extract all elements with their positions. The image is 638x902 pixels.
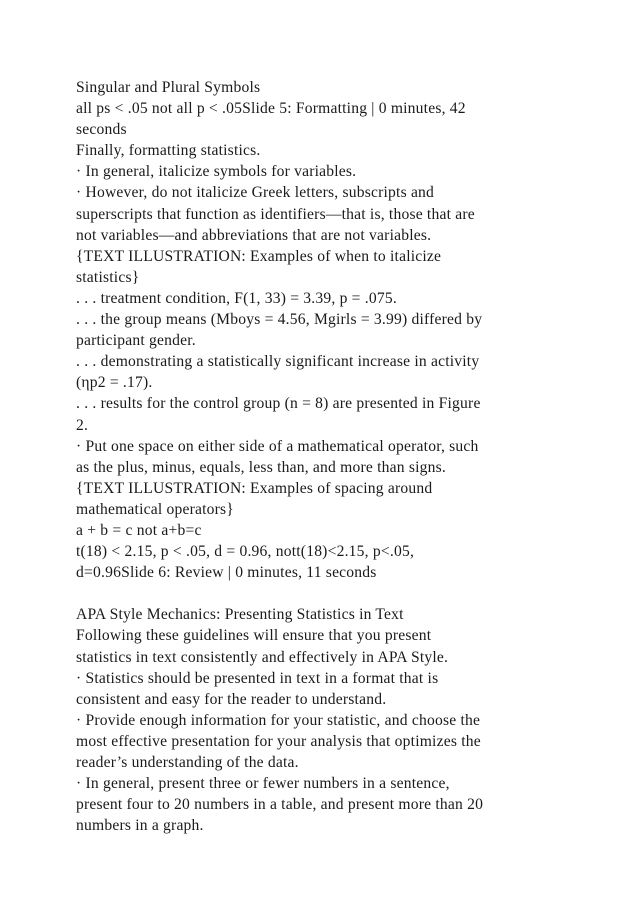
example-line: 2. xyxy=(76,416,89,434)
example-line: . . . demonstrating a statistically significant increase in activity xyxy=(76,353,480,371)
text-line: statistics in text consistently and effectively in APA Style. xyxy=(76,648,449,666)
bullet-line: · In general, present three or fewer numbers in a sentence, xyxy=(76,775,450,793)
text-line: as the plus, minus, equals, less than, and more than signs. xyxy=(76,458,446,476)
bullet-line: · However, do not italicize Greek letters, subscripts and xyxy=(76,184,435,202)
text-line: not variables—and abbreviations that are not variables. xyxy=(76,226,432,244)
document-page xyxy=(76,77,566,836)
heading-singular-plural-symbols: Singular and Plural Symbols xyxy=(76,79,261,96)
text-illustration-label: mathematical operators} xyxy=(76,500,234,518)
example-line: d=0.96Slide 6: Review | 0 minutes, 11 seconds xyxy=(76,564,377,582)
example-line: a + b = c not a+b=c xyxy=(76,521,202,539)
text-line: consistent and easy for the reader to understand. xyxy=(76,690,387,708)
blank-line xyxy=(76,583,566,604)
example-line: . . . the group means (Mboys = 4.56, Mgirls = 3.99) differed by xyxy=(76,311,483,329)
text-illustration-label: {TEXT ILLUSTRATION: Examples of when to italicize xyxy=(76,247,442,265)
bullet-line: · In general, italicize symbols for variables. xyxy=(76,163,357,181)
text-line: most effective presentation for your analysis that optimizes the xyxy=(76,732,481,750)
text-line: all ps < .05 not all p < .05Slide 5: Formatting | 0 minutes, 42 xyxy=(76,100,466,118)
text-illustration-label: statistics} xyxy=(76,268,140,286)
example-line: . . . results for the control group (n = 8) are presented in Figure xyxy=(76,395,481,413)
example-line: (ηp2 = .17). xyxy=(76,374,153,392)
text-line: Finally, formatting statistics. xyxy=(76,142,261,160)
text-illustration-label: {TEXT ILLUSTRATION: Examples of spacing around xyxy=(76,479,433,497)
text-line: seconds xyxy=(76,121,127,139)
text-line: reader’s understanding of the data. xyxy=(76,754,299,771)
heading-apa-style-mechanics: APA Style Mechanics: Presenting Statistics in Text xyxy=(76,606,404,624)
example-line: . . . treatment condition, F(1, 33) = 3.39, p = .075. xyxy=(76,289,397,307)
text-line: numbers in a graph. xyxy=(76,817,204,835)
text-line: superscripts that function as identifiers—that is, those that are xyxy=(76,205,475,223)
bullet-line: · Put one space on either side of a mathematical operator, such xyxy=(76,437,479,455)
text-line: Following these guidelines will ensure that you present xyxy=(76,627,432,645)
bullet-line: · Statistics should be presented in text in a format that is xyxy=(76,669,439,687)
text-line: present four to 20 numbers in a table, and present more than 20 xyxy=(76,796,484,814)
example-line: t(18) < 2.15, p < .05, d = 0.96, nott(18)<2.15, p<.05, xyxy=(76,543,415,561)
example-line: participant gender. xyxy=(76,332,196,350)
bullet-line: · Provide enough information for your statistic, and choose the xyxy=(76,711,481,729)
